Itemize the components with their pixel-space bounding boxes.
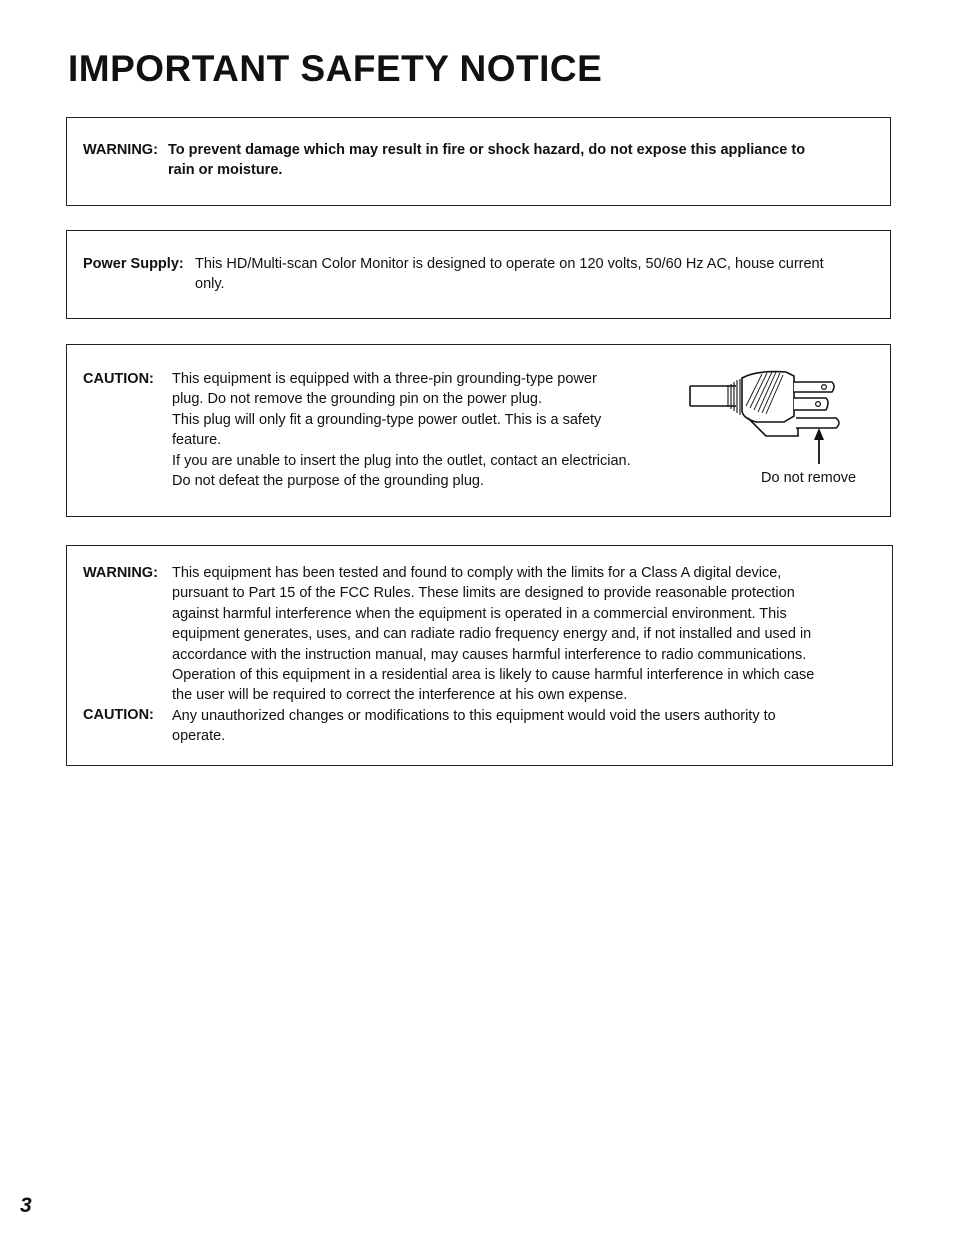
page-title: IMPORTANT SAFETY NOTICE <box>68 48 603 89</box>
fcc-warning-line: against harmful interference when the equipment is operated in a commercial environment. This <box>172 605 787 622</box>
power-supply-line: only. <box>195 276 225 292</box>
power-supply-line: This HD/Multi-scan Color Monitor is designed to operate on 120 volts, 50/60 Hz AC, house current <box>195 256 824 272</box>
page-number: 3 <box>20 1194 32 1217</box>
grounding-caution-line: This equipment is equipped with a three-pin grounding-type power <box>172 371 597 387</box>
moisture-warning-text <box>168 140 805 181</box>
moisture-warning-line: rain or moisture. <box>168 162 283 179</box>
three-pin-plug-illustration <box>686 366 846 470</box>
moisture-warning-line: To prevent damage which may result in fire or shock hazard, do not expose this appliance to <box>168 142 806 158</box>
power-supply-label: Power Supply: <box>83 256 184 272</box>
fcc-warning-line: pursuant to Part 15 of the FCC Rules. These limits are designed to provide reasonable protection <box>172 585 795 602</box>
grounding-caution-text <box>172 369 631 491</box>
power-supply-box <box>66 230 891 319</box>
fcc-caution-line: operate. <box>172 728 226 745</box>
fcc-warning-line: equipment generates, uses, and can radiate radio frequency energy and, if not installed and used in <box>172 626 812 643</box>
fcc-warning-text <box>172 563 814 747</box>
grounding-caution-line: feature. <box>172 432 222 449</box>
fcc-warning-line: Operation of this equipment in a residential area is likely to cause harmful interference in which case <box>172 667 815 684</box>
moisture-warning-label: WARNING: <box>83 142 158 158</box>
fcc-warning-line: the user will be required to correct the interference at his own expense. <box>172 687 628 704</box>
fcc-caution-line: Any unauthorized changes or modifications to this equipment would void the users authority to <box>172 707 776 724</box>
fcc-warning-line: accordance with the instruction manual, may causes harmful interference to radio communications. <box>172 646 807 663</box>
grounding-caution-line: If you are unable to insert the plug into the outlet, contact an electrician. <box>172 452 631 469</box>
fcc-warning-line: This equipment has been tested and found to comply with the limits for a Class A digital device, <box>172 565 782 581</box>
grounding-caution-label: CAUTION: <box>83 371 154 387</box>
fcc-caution-label: CAUTION: <box>83 707 154 723</box>
fcc-warning-label: WARNING: <box>83 565 158 581</box>
grounding-caution-line: Do not defeat the purpose of the grounding plug. <box>172 473 484 490</box>
grounding-caution-line: This plug will only fit a grounding-type power outlet. This is a safety <box>172 411 602 428</box>
plug-caption: Do not remove <box>761 470 857 486</box>
grounding-caution-line: plug. Do not remove the grounding pin on the power plug. <box>172 391 542 408</box>
